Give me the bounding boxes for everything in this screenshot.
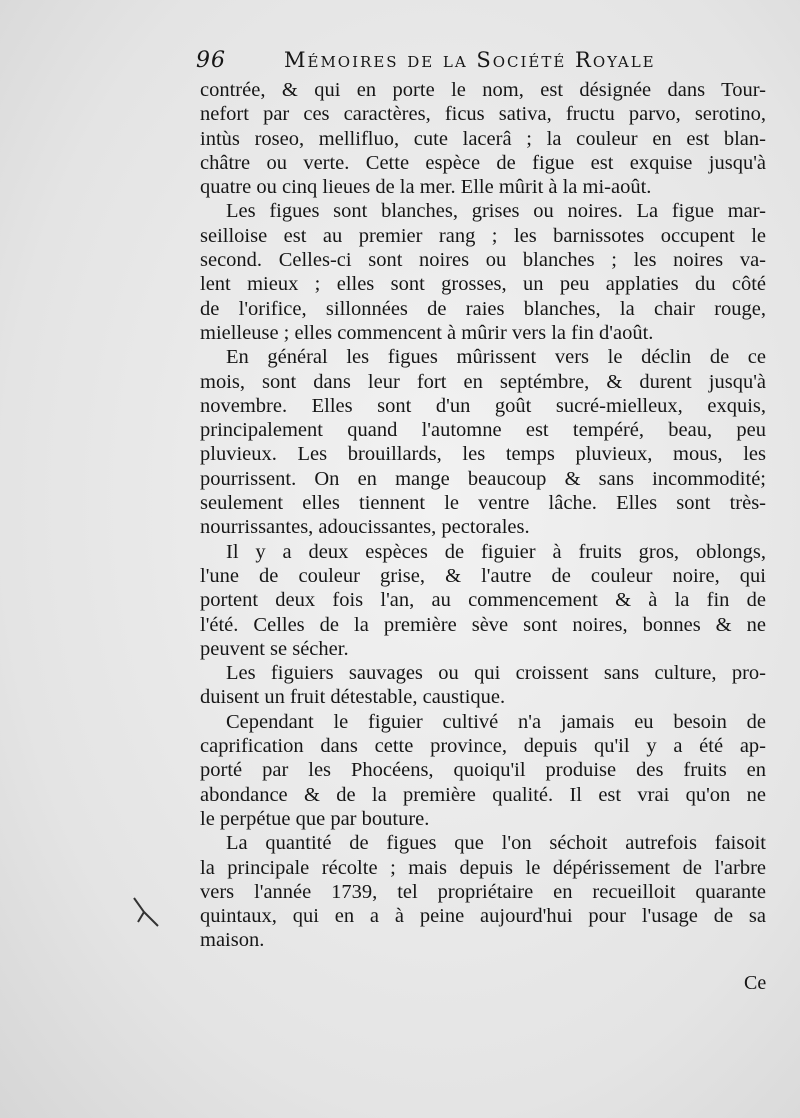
text-line: nefort par ces caractères, ficus sativa, fructu parvo, serotino, — [200, 103, 766, 126]
text-line: Les figues sont blanches, grises ou noires. La figue mar- — [226, 200, 766, 223]
text-line: la principale récolte ; mais depuis le dépérissement de l'arbre — [200, 856, 766, 879]
text-line: vers l'année 1739, tel propriétaire en recueilloit quarante — [200, 880, 766, 903]
text-line: pluvieux. Les brouillards, les temps pluvieux, mous, les — [200, 443, 766, 466]
page-header — [196, 44, 756, 78]
text-line: de l'orifice, sillonnées de raies blanches, la chair rouge, — [200, 297, 766, 320]
text-line: nourrissantes, adoucissantes, pectorales. — [200, 516, 530, 539]
text-line: peuvent se sécher. — [200, 637, 349, 660]
text-line: seulement elles tiennent le ventre lâche. Elles sont très- — [200, 492, 766, 515]
text-line: pourrissent. On en mange beaucoup & sans incommodité; — [200, 467, 766, 490]
text-line: Les figuiers sauvages ou qui croissent sans culture, pro- — [226, 662, 766, 685]
text-line: quintaux, qui en a à peine aujourd'hui pour l'usage de sa — [200, 905, 766, 928]
text-line: le perpétue que par bouture. — [200, 807, 430, 830]
text-line: quatre ou cinq lieues de la mer. Elle mûrit à la mi-août. — [200, 176, 652, 199]
page-number: 96 — [196, 48, 226, 73]
paragraph — [200, 78, 766, 199]
margin-pencil-mark — [128, 892, 168, 932]
paragraph — [200, 540, 766, 661]
text-line: châtre ou verte. Cette espèce de figue est exquise jusqu'à — [200, 151, 766, 174]
text-line: principalement quand l'automne est tempéré, beau, peu — [200, 419, 766, 442]
text-line: intùs roseo, mellifluo, cute lacerâ ; la couleur en est blan- — [200, 127, 766, 150]
text-line: En général les figues mûrissent vers le déclin de ce — [226, 346, 766, 369]
text-line: second. Celles-ci sont noires ou blanches ; les noires va- — [200, 249, 766, 272]
body-text — [200, 78, 766, 953]
text-line: l'une de couleur grise, & l'autre de couleur noire, qui — [200, 564, 766, 587]
text-line: abondance & de la première qualité. Il est vrai qu'on ne — [200, 783, 766, 806]
text-line: Il y a deux espèces de figuier à fruits gros, oblongs, — [226, 540, 766, 563]
text-line: seilloise est au premier rang ; les barnissotes occupent le — [200, 224, 766, 247]
text-line: caprification dans cette province, depuis qu'il y a été ap- — [200, 735, 766, 758]
paragraph — [200, 831, 766, 952]
paragraph — [200, 345, 766, 539]
paragraph — [200, 710, 766, 831]
running-title: Mémoires de la Société Royale — [284, 48, 656, 72]
paragraph — [200, 661, 766, 710]
text-line: duisent un fruit détestable, caustique. — [200, 686, 506, 709]
text-line: mois, sont dans leur fort en septémbre, & durent jusqu'à — [200, 370, 766, 393]
text-line: lent mieux ; elles sont grosses, un peu applaties du côté — [200, 273, 766, 296]
text-line: maison. — [200, 929, 265, 952]
text-line: La quantité de figues que l'on séchoit autrefois faisoit — [226, 832, 766, 855]
text-line: mielleuse ; elles commencent à mûrir vers la fin d'août. — [200, 321, 654, 344]
catchword: Ce — [744, 972, 767, 994]
text-line: porté par les Phocéens, quoiqu'il produise des fruits en — [200, 759, 766, 782]
text-line: contrée, & qui en porte le nom, est désignée dans Tour- — [200, 79, 766, 101]
text-line: l'été. Celles de la première sève sont noires, bonnes & ne — [200, 613, 766, 636]
paragraph — [200, 199, 766, 345]
text-line: Cependant le figuier cultivé n'a jamais eu besoin de — [226, 710, 766, 733]
text-line: novembre. Elles sont d'un goût sucré-mielleux, exquis, — [200, 394, 766, 417]
text-line: portent deux fois l'an, au commencement & à la fin de — [200, 589, 766, 612]
